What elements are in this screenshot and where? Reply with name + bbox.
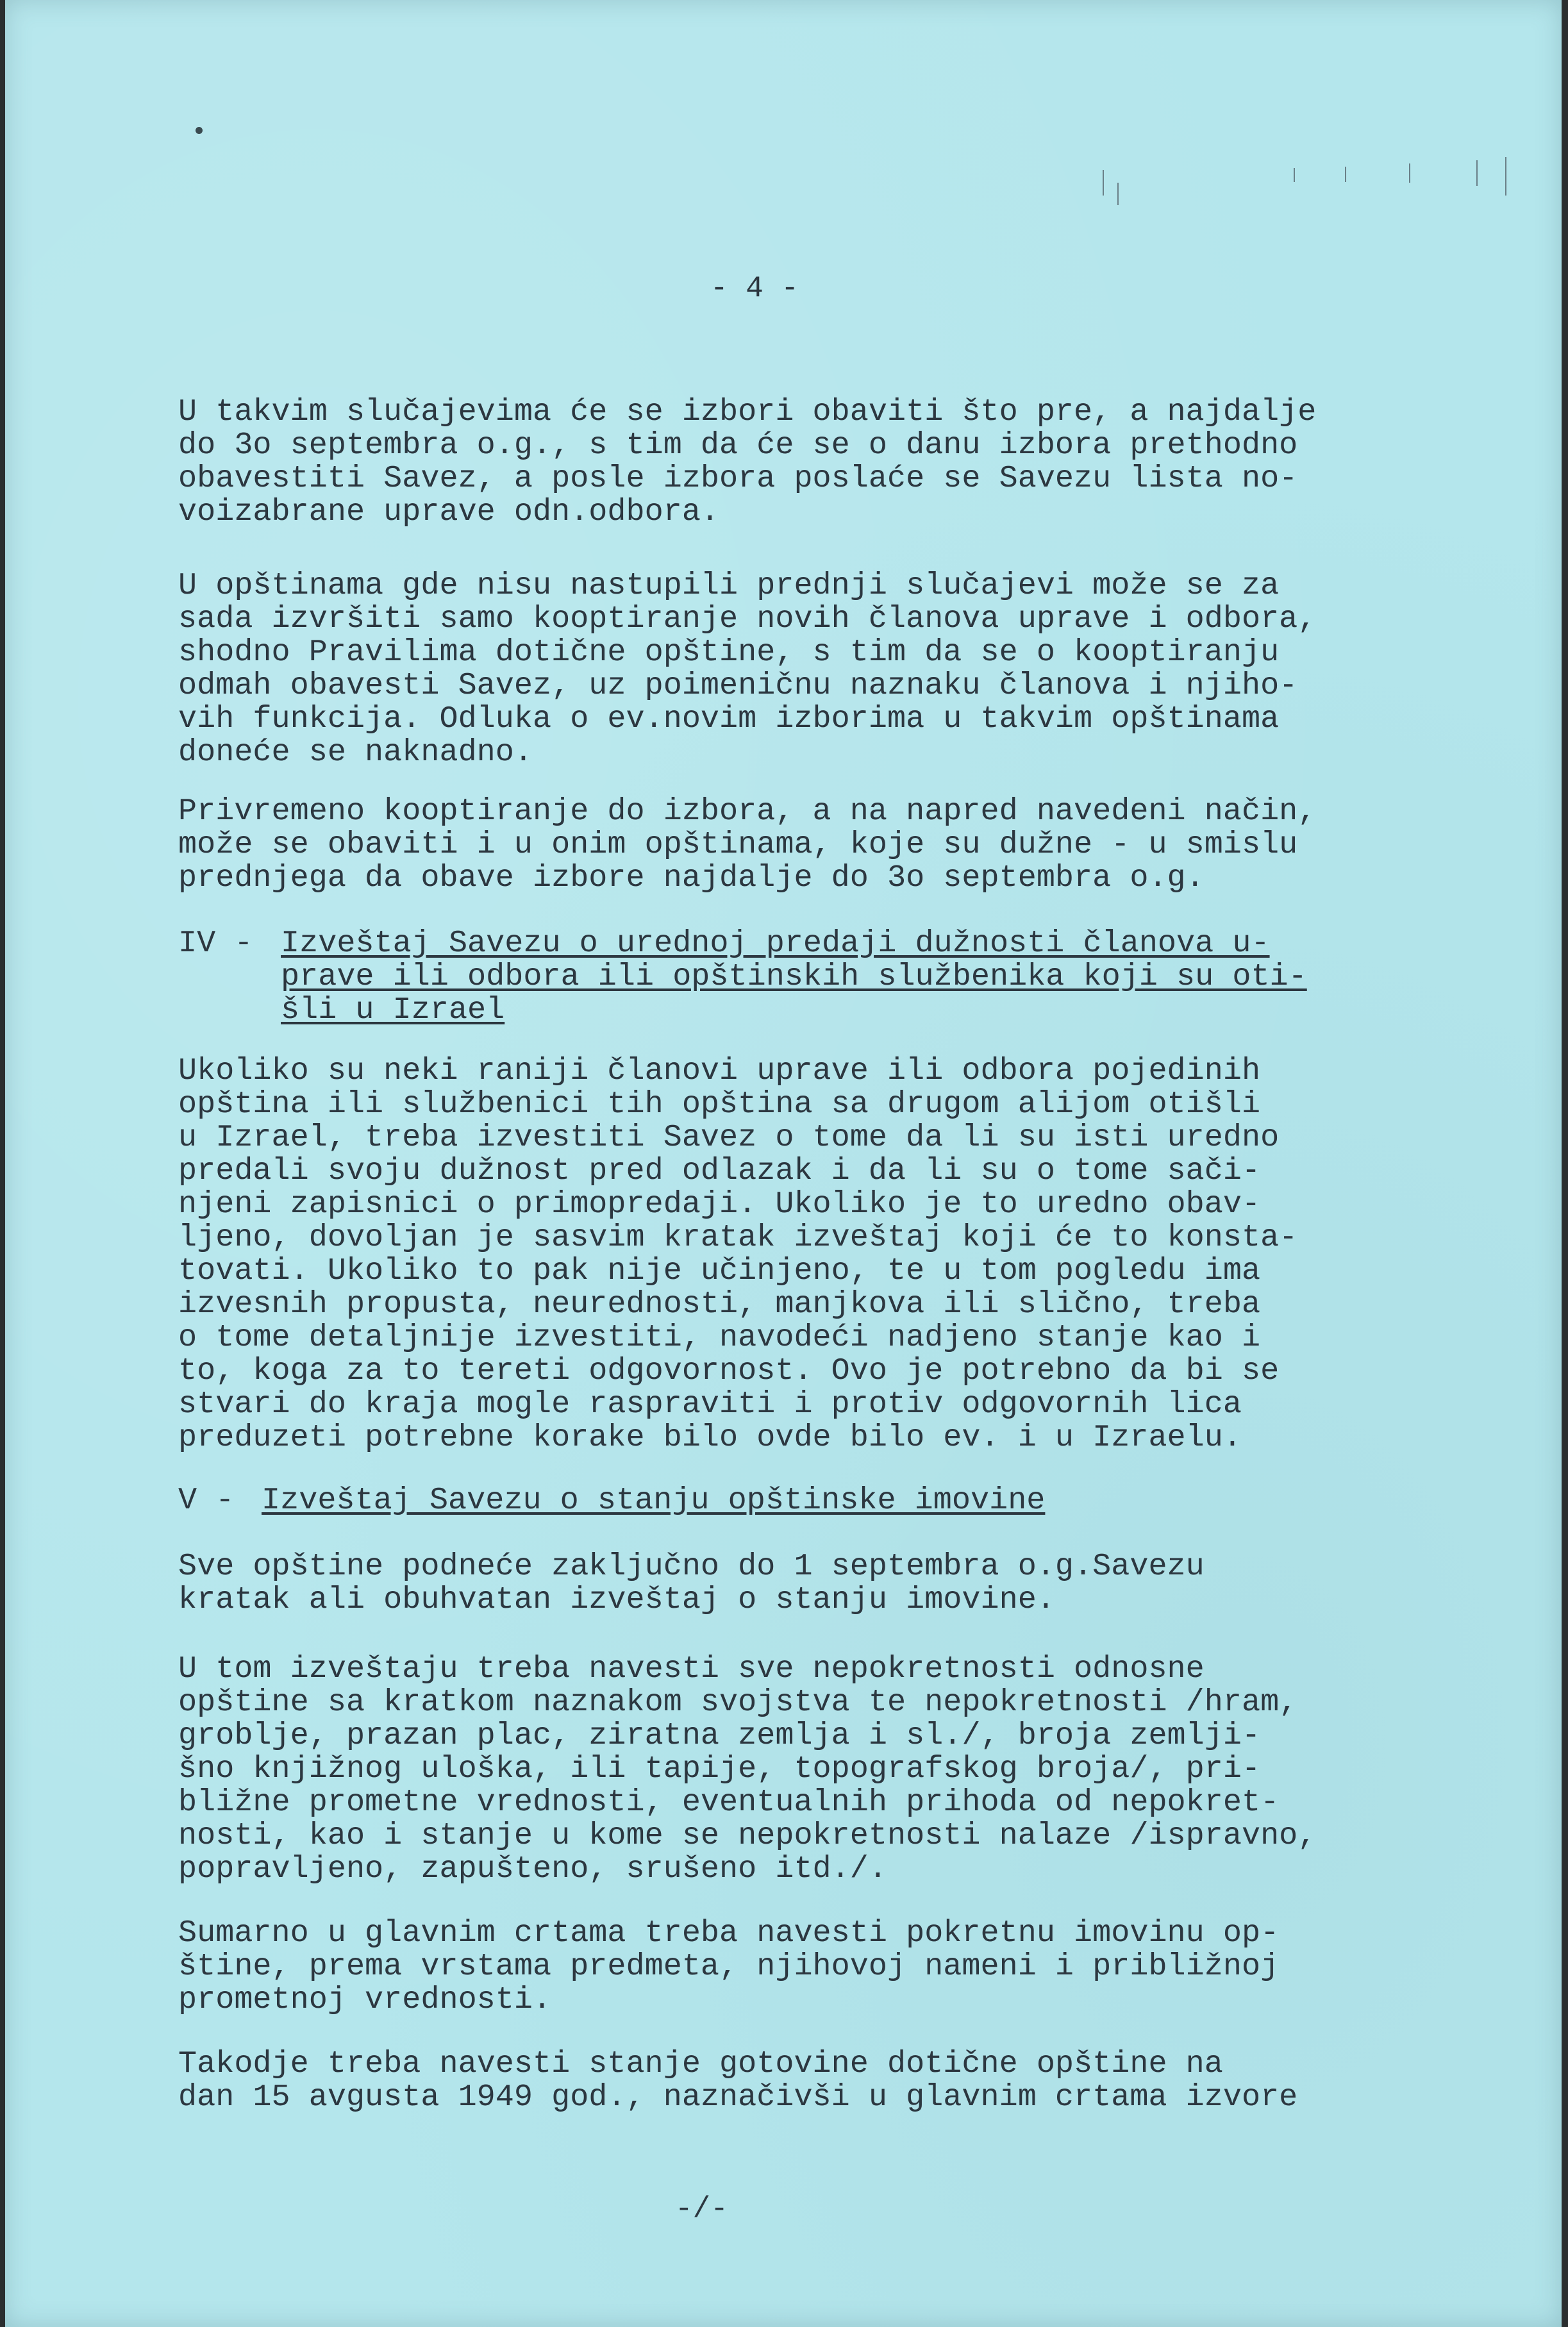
text-line: do 3o septembra o.g., s tim da će se o danu izbora prethodno xyxy=(178,428,1298,463)
text-line: opština ili službenici tih opština sa drugom alijom otišli xyxy=(178,1087,1261,1122)
text-line: opštine sa kratkom naznakom svojstva te nepokretnosti /hram, xyxy=(178,1685,1298,1720)
text-line: njeni zapisnici o primopredaji. Ukoliko je to uredno obav- xyxy=(178,1187,1261,1222)
text-line: doneće se naknadno. xyxy=(178,735,533,770)
margin-mark xyxy=(1505,157,1506,196)
text-line: odmah obavesti Savez, uz poimeničnu naznaku članova i njiho- xyxy=(178,668,1298,703)
text-line: stvari do kraja mogle raspraviti i protiv odgovornih lica xyxy=(178,1387,1242,1422)
margin-mark xyxy=(1409,163,1410,183)
text-line: U takvim slučajevima će se izbori obaviti što pre, a najdalje xyxy=(178,394,1317,430)
text-line: obavestiti Savez, a posle izbora poslaće se Savezu lista no- xyxy=(178,461,1298,496)
text-line: prednjega da obave izbore najdalje do 3o septembra o.g. xyxy=(178,860,1205,896)
text-line: izvesnih propusta, neurednosti, manjkova ili slično, treba xyxy=(178,1287,1261,1322)
text-line: u Izrael, treba izvestiti Savez o tome da li su isti uredno xyxy=(178,1120,1280,1155)
margin-mark xyxy=(1476,160,1478,186)
text-line: bližne prometne vrednosti, eventualnih prihoda od nepokret- xyxy=(178,1785,1280,1820)
text-line: groblje, prazan plac, ziratna zemlja i sl./, broja zemlji- xyxy=(178,1718,1261,1753)
text-line: može se obaviti i u onim opštinama, koje su dužne - u smislu xyxy=(178,827,1298,862)
section-title-line: prave ili odbora ili opštinskih službenika koji su oti- xyxy=(281,959,1307,994)
text-line: štine, prema vrstama predmeta, njihovoj nameni i približnoj xyxy=(178,1949,1280,1984)
text-line: tovati. Ukoliko to pak nije učinjeno, te u tom pogledu ima xyxy=(178,1253,1261,1289)
text-line: to, koga za to tereti odgovornost. Ovo je potrebno da bi se xyxy=(178,1353,1280,1389)
document-page xyxy=(5,0,1562,2327)
text-line: preduzeti potrebne korake bilo ovde bilo ev. i u Izraelu. xyxy=(178,1420,1242,1455)
text-line: popravljeno, zapušteno, srušeno itd./. xyxy=(178,1851,887,1887)
section-title-line: Izveštaj Savezu o urednoj predaji dužnosti članova u- xyxy=(281,926,1270,961)
text-line: dan 15 avgusta 1949 god., naznačivši u glavnim crtama izvore xyxy=(178,2080,1298,2115)
section-title: Izveštaj Savezu o stanju opštinske imovine xyxy=(262,1483,1046,1518)
margin-mark xyxy=(1294,168,1295,182)
text-line: Ukoliko su neki raniji članovi uprave ili odbora pojedinih xyxy=(178,1053,1261,1088)
page-number: - 4 - xyxy=(710,272,799,305)
margin-mark xyxy=(1345,167,1346,182)
text-line: sada izvršiti samo kooptiranje novih članova uprave i odbora, xyxy=(178,601,1317,637)
section-title-line: šli u Izrael xyxy=(281,992,505,1028)
text-line: Sumarno u glavnim crtama treba navesti pokretnu imovinu op- xyxy=(178,1915,1280,1951)
text-line: Privremeno kooptiranje do izbora, a na napred navedeni način, xyxy=(178,794,1317,829)
section-label: IV - xyxy=(178,926,253,961)
text-line: šno knjižnog uloška, ili tapije, topografskog broja/, pri- xyxy=(178,1751,1261,1787)
text-line: Takodje treba navesti stanje gotovine dotične opštine na xyxy=(178,2046,1223,2081)
margin-mark xyxy=(1103,170,1104,196)
text-line: voizabrane uprave odn.odbora. xyxy=(178,494,720,530)
text-line: U tom izveštaju treba navesti sve nepokretnosti odnosne xyxy=(178,1651,1205,1687)
text-line: o tome detaljnije izvestiti, navodeći nadjeno stanje kao i xyxy=(178,1320,1261,1355)
text-line: nosti, kao i stanje u kome se nepokretnosti nalaze /ispravno, xyxy=(178,1818,1317,1853)
section-label: V - xyxy=(178,1483,235,1518)
text-line: ljeno, dovoljan je sasvim kratak izveštaj koji će to konsta- xyxy=(178,1220,1298,1255)
margin-mark xyxy=(1117,183,1119,205)
text-line: U opštinama gde nisu nastupili prednji slučajevi može se za xyxy=(178,568,1280,603)
text-line: Sve opštine podneće zaključno do 1 septembra o.g.Savezu xyxy=(178,1549,1205,1584)
ink-dot xyxy=(196,127,203,134)
text-line: prometnoj vrednosti. xyxy=(178,1982,552,2017)
text-line: kratak ali obuhvatan izveštaj o stanju imovine. xyxy=(178,1582,1055,1617)
text-line: predali svoju dužnost pred odlazak i da li su o tome sači- xyxy=(178,1153,1261,1189)
text-line: vih funkcija. Odluka o ev.novim izborima u takvim opštinama xyxy=(178,701,1280,737)
text-line: shodno Pravilima dotične opštine, s tim da se o kooptiranju xyxy=(178,635,1280,670)
continuation-mark: -/- xyxy=(675,2192,728,2226)
